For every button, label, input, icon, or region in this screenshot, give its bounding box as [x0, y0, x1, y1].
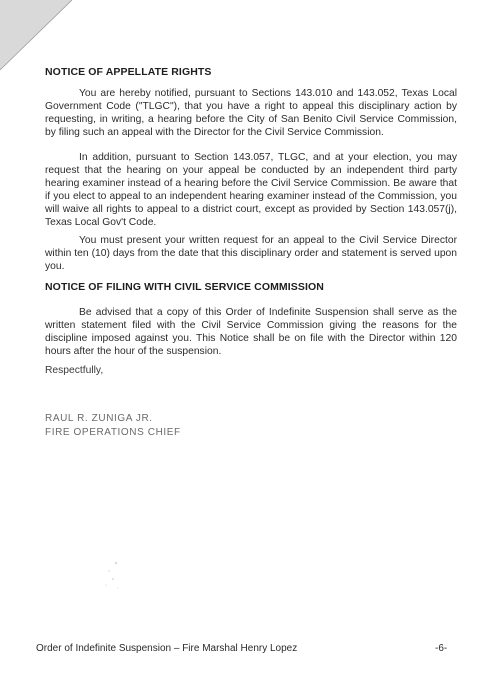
footer-page-number: -6- [435, 643, 448, 654]
footer-document-title: Order of Indefinite Suspension – Fire Marshal Henry Lopez [36, 643, 298, 654]
appellate-rights-heading: NOTICE OF APPELLATE RIGHTS [45, 66, 212, 78]
closing-salutation: Respectfully, [45, 365, 104, 376]
paragraph-written-request: You must present your written request for an appeal to the Civil Service Director within ten (10) days from the date that this disciplinary order and statement is served upon you. [45, 235, 457, 273]
scan-smudge [98, 555, 128, 595]
paragraph-appeal-right: You are hereby notified, pursuant to Sections 143.010 and 143.052, Texas Local Government Code ("TLGC"), that you have a right to appeal this disciplinary action by requesting, in writing, a hearing before the City of San Benito Civil Service Commission, by filing such an appeal with the Director for the Civil Service Commission. [45, 88, 457, 139]
paragraph-hearing-examiner: In addition, pursuant to Section 143.057, TLGC, and at your election, you may request that the hearing on your appeal be conducted by an independent third party hearing examiner instead of a hearing before the Civil Service Commission. Be aware that if you elect to appeal to an independent hearing examiner instead of the Commission, you will waive all rights to appeal to a district court, except as provided by Section 143.057(j), Texas Local Gov't Code. [45, 152, 457, 229]
signer-title: FIRE OPERATIONS CHIEF [45, 427, 181, 438]
signer-name: RAUL R. ZUNIGA JR. [45, 413, 153, 424]
paragraph-filing-statement: Be advised that a copy of this Order of Indefinite Suspension shall serve as the written statement filed with the Civil Service Commission giving the reasons for the discipline imposed against you. This Notice shall be on file with the Director within 120 hours after the hour of the suspension. [45, 307, 457, 358]
filing-notice-heading: NOTICE OF FILING WITH CIVIL SERVICE COMMISSION [45, 281, 324, 293]
